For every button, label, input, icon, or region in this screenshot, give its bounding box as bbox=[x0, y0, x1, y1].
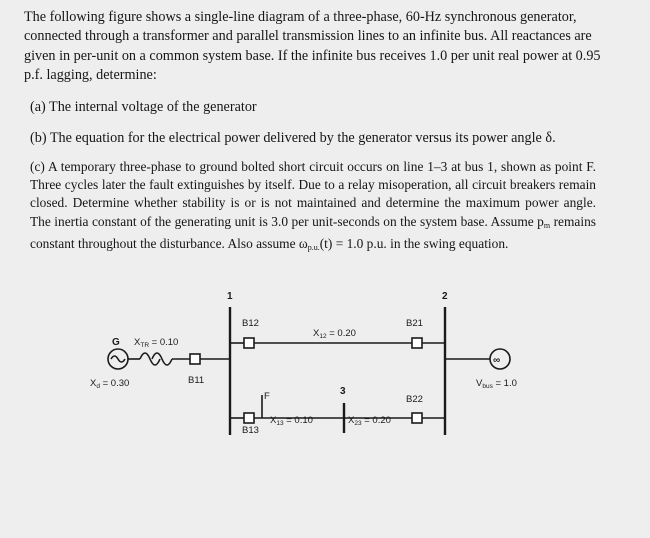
part-c-text-3: (t) = 1.0 p.u. in the swing equation. bbox=[319, 235, 509, 251]
pm-subscript: m bbox=[543, 220, 551, 230]
part-c-text-2: remains constant throughout the disturbance. Also assume ω bbox=[30, 213, 596, 251]
bus-3-label: 3 bbox=[340, 386, 346, 397]
generator-label: G bbox=[112, 337, 120, 348]
part-c bbox=[30, 158, 596, 257]
b12-label: B12 bbox=[242, 318, 259, 329]
breaker-b22 bbox=[412, 413, 422, 423]
part-c-text-1: (c) A temporary three-phase to ground bolted short circuit occurs on line 1–3 at bus 1, shown as point F. Three cycles later the fault extinguishes by itself. Due to a relay misoperation, all circuit breakers remain closed. Determine whether stability is or is not maintained and determine the maximum power angle. The inertia constant of the generating unit is 3.0 per unit-seconds on the system base. Assume p bbox=[30, 159, 596, 229]
part-a: (a) The internal voltage of the generator bbox=[30, 99, 257, 115]
infinite-symbol: ∞ bbox=[493, 355, 501, 366]
breaker-b13 bbox=[244, 413, 254, 423]
v-bus-label: $V_{bus} = 1.0$ bbox=[476, 378, 517, 390]
b21-label: B21 bbox=[406, 318, 423, 329]
x13-label: $X_{13} = 0.10$ bbox=[270, 415, 313, 427]
x12-label: $X_{12} = 0.20$ bbox=[313, 328, 356, 340]
single-line-diagram bbox=[0, 285, 650, 445]
omega-subscript: p.u. bbox=[307, 242, 320, 252]
part-b: (b) The equation for the electrical power delivered by the generator versus its power angle δ. bbox=[30, 130, 556, 146]
breaker-b11 bbox=[190, 354, 200, 364]
generator-sine bbox=[111, 356, 125, 362]
x-d-label: $X_d = 0.30$ bbox=[90, 378, 130, 390]
b22-label: B22 bbox=[406, 394, 423, 405]
x-tr-label: $X_{TR} = 0.10$ bbox=[134, 337, 179, 349]
problem-intro: The following figure shows a single-line diagram of a three-phase, 60-Hz synchronous generator, connected through a transformer and parallel transmission lines to an infinite bus. All reactances are given in per-unit on a common system base. If the infinite bus receives 1.0 per unit real power at 0.95 p.f. lagging, determine: bbox=[24, 9, 601, 84]
fault-label: F bbox=[264, 391, 270, 402]
b11-label: B11 bbox=[188, 375, 205, 386]
b13-label: B13 bbox=[242, 425, 259, 436]
transformer-symbol bbox=[140, 353, 172, 365]
bus-1-label: 1 bbox=[227, 291, 233, 302]
x23-label: $X_{23} = 0.20$ bbox=[348, 415, 391, 427]
breaker-b12 bbox=[244, 338, 254, 348]
breaker-b21 bbox=[412, 338, 422, 348]
bus-2-label: 2 bbox=[442, 291, 448, 302]
